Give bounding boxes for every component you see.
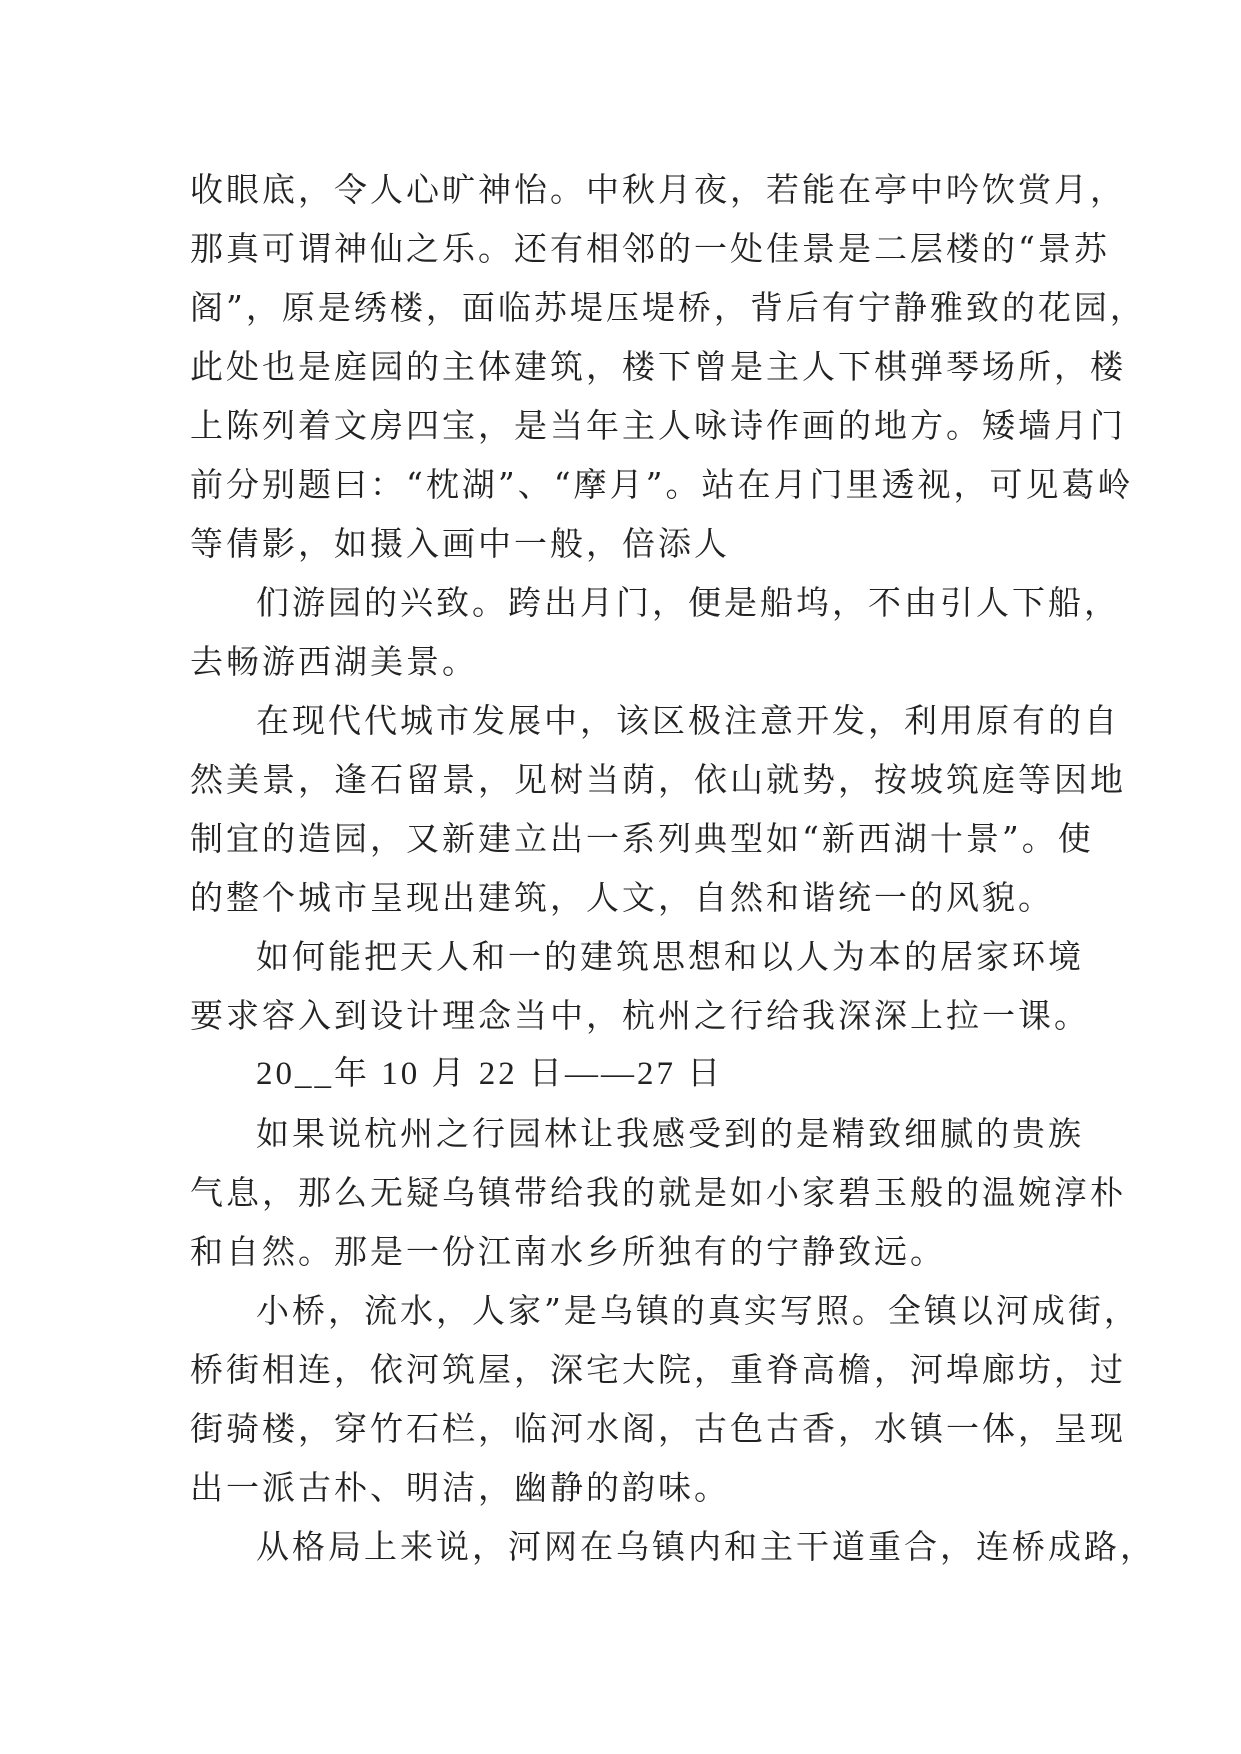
date-line: 20__年 10 月 22 日——27 日 — [256, 1056, 724, 1092]
text-line: 街骑楼，穿竹石栏，临河水阁，古色古香，水镇一体，呈现 — [190, 1409, 1126, 1448]
text-line: 上陈列着文房四宝，是当年主人咏诗作画的地方。矮墙月门 — [190, 406, 1126, 445]
text-line: 气息，那么无疑乌镇带给我的就是如小家碧玉般的温婉淳朴 — [190, 1173, 1126, 1212]
text-line: 前分别题曰：“枕湖”、“摩月”。站在月门里透视，可见葛岭 — [190, 465, 1134, 504]
text-line: 出一派古朴、明洁，幽静的韵味。 — [190, 1468, 730, 1507]
text-line: 要求容入到设计理念当中，杭州之行给我深深上拉一课。 — [190, 996, 1090, 1035]
text-line: 此处也是庭园的主体建筑，楼下曾是主人下棋弹琴场所，楼 — [190, 347, 1126, 386]
document-body — [190, 160, 1156, 1576]
text-line: 桥街相连，依河筑屋，深宅大院，重脊高檐，河埠廊坊，过 — [190, 1350, 1126, 1389]
text-line: 去畅游西湖美景。 — [190, 642, 478, 681]
text-line: 从格局上来说，河网在乌镇内和主干道重合，连桥成路， — [256, 1527, 1156, 1566]
text-line: 和自然。那是一份江南水乡所独有的宁静致远。 — [190, 1232, 946, 1271]
text-line: 那真可谓神仙之乐。还有相邻的一处佳景是二层楼的“景苏 — [190, 229, 1110, 268]
text-line: 收眼底，令人心旷神怡。中秋月夜，若能在亭中吟饮赏月， — [190, 170, 1126, 209]
text-line: 如何能把天人和一的建筑思想和以人为本的居家环境 — [256, 937, 1084, 976]
text-line: 等倩影，如摄入画中一般，倍添人 — [190, 524, 730, 563]
text-line: 然美景，逢石留景，见树当荫，依山就势，按坡筑庭等因地 — [190, 760, 1126, 799]
text-line: 阁”，原是绣楼，面临苏堤压堤桥，背后有宁静雅致的花园， — [190, 288, 1146, 327]
text-line: 们游园的兴致。跨出月门，便是船坞，不由引人下船， — [256, 583, 1120, 622]
text-line: 在现代代城市发展中，该区极注意开发，利用原有的自 — [256, 701, 1120, 740]
text-line: 小桥，流水，人家”是乌镇的真实写照。全镇以河成街， — [256, 1291, 1140, 1330]
text-line: 的整个城市呈现出建筑，人文，自然和谐统一的风貌。 — [190, 878, 1054, 917]
text-line: 制宜的造园，又新建立出一系列典型如“新西湖十景”。使 — [190, 819, 1094, 858]
text-line: 如果说杭州之行园林让我感受到的是精致细腻的贵族 — [256, 1114, 1084, 1153]
